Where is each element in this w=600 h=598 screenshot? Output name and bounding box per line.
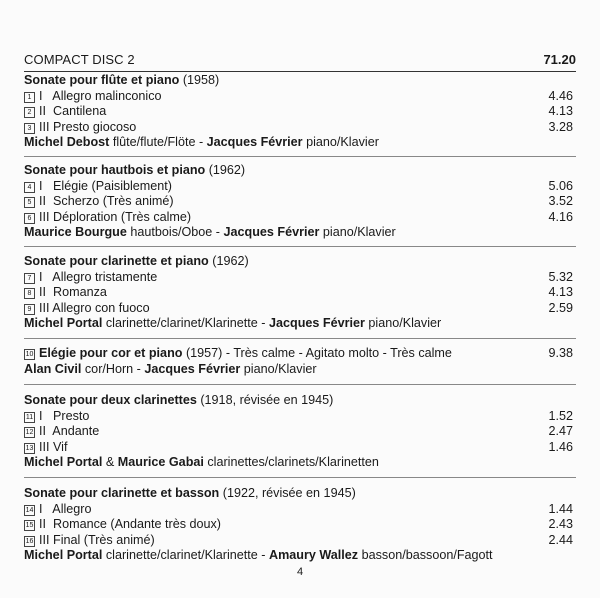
track-movement: I Allegro bbox=[39, 501, 92, 516]
track-row[interactable] bbox=[24, 210, 576, 226]
track-movement: II Cantilena bbox=[39, 104, 107, 119]
performer-name: Jacques Février bbox=[268, 316, 365, 331]
track-number-box: 12 bbox=[25, 429, 34, 437]
track-row[interactable] bbox=[24, 285, 576, 301]
work-title-line bbox=[24, 73, 576, 89]
track-duration: 3.28 bbox=[548, 119, 573, 134]
track-duration: 2.43 bbox=[548, 517, 573, 532]
performer-role: piano/Klavier bbox=[302, 135, 379, 150]
work-title: Elégie pour cor et piano bbox=[39, 346, 183, 360]
work-year: (1962) bbox=[205, 163, 246, 177]
work-clarinet-sonata bbox=[24, 254, 576, 332]
track-number-box: 9 bbox=[24, 304, 35, 315]
track-duration: 4.16 bbox=[548, 209, 573, 224]
track-row[interactable] bbox=[24, 179, 576, 195]
work-flute-sonata bbox=[24, 73, 576, 151]
work-year: (1958) bbox=[179, 73, 220, 87]
performer-name: Jacques Février bbox=[144, 361, 241, 376]
work-clarinet-bassoon-sonata bbox=[24, 486, 576, 564]
performer-role: cor/Horn - bbox=[81, 361, 145, 376]
track-duration: 9.38 bbox=[548, 346, 573, 360]
section-divider bbox=[24, 246, 576, 247]
track-movement: III Final (Très animé) bbox=[39, 532, 155, 547]
performer-name: Jacques Février bbox=[206, 135, 303, 150]
performers-line bbox=[24, 548, 576, 564]
performer-name: Michel Debost bbox=[24, 135, 110, 150]
performer-role: clarinettes/clarinets/Klarinetten bbox=[203, 455, 379, 470]
track-number-box: 2 bbox=[24, 107, 35, 118]
work-title-line bbox=[24, 486, 576, 502]
track-duration: 2.59 bbox=[548, 300, 573, 315]
work-oboe-sonata bbox=[24, 163, 576, 241]
performer-name: Maurice Bourgue bbox=[24, 225, 127, 240]
track-movement: II Romanza bbox=[39, 285, 107, 300]
performer-name: Michel Portal bbox=[24, 455, 103, 470]
track-duration: 2.47 bbox=[548, 424, 573, 439]
track-movement: III Vif bbox=[39, 439, 68, 454]
track-movement: II Andante bbox=[39, 424, 100, 439]
track-number-box: 10 bbox=[25, 351, 34, 358]
track-row[interactable] bbox=[24, 270, 576, 286]
track-movement: I Allegro malinconico bbox=[39, 88, 162, 103]
work-year: (1962) bbox=[208, 254, 249, 268]
track-movement: III Presto giocoso bbox=[39, 119, 137, 134]
track-number-box: 15 bbox=[25, 522, 34, 530]
work-title: Sonate pour deux clarinettes bbox=[24, 393, 197, 407]
performer-name: Amaury Wallez bbox=[268, 548, 359, 563]
track-row[interactable] bbox=[24, 409, 576, 425]
track-row[interactable] bbox=[24, 533, 576, 549]
performer-role: piano/Klavier bbox=[319, 225, 396, 240]
track-duration: 5.32 bbox=[548, 269, 573, 284]
track-row[interactable] bbox=[24, 301, 576, 317]
track-row[interactable] bbox=[24, 194, 576, 210]
track-row[interactable] bbox=[24, 424, 576, 440]
performers-line bbox=[24, 135, 576, 151]
performers-line bbox=[24, 455, 576, 471]
work-title: Sonate pour hautbois et piano bbox=[24, 163, 206, 177]
performers-line bbox=[24, 362, 576, 378]
performer-role: clarinette/clarinet/Klarinette - bbox=[102, 316, 269, 331]
disc-header bbox=[24, 52, 576, 70]
work-title-line bbox=[24, 393, 576, 409]
track-movement: III Allegro con fuoco bbox=[39, 300, 150, 315]
performers-line bbox=[24, 316, 576, 332]
track-duration: 4.13 bbox=[548, 285, 573, 300]
page-number: 4 bbox=[296, 566, 304, 578]
track-row[interactable] bbox=[24, 120, 576, 136]
performer-role: piano/Klavier bbox=[240, 361, 317, 376]
track-movement: II Scherzo (Très animé) bbox=[39, 194, 174, 209]
track-number-box: 13 bbox=[25, 444, 34, 452]
track-row[interactable] bbox=[24, 440, 576, 456]
performer-role: basson/bassoon/Fagott bbox=[358, 548, 493, 563]
track-duration: 4.13 bbox=[548, 104, 573, 119]
performer-name: Michel Portal bbox=[24, 548, 103, 563]
work-year: (1918, révisée en 1945) bbox=[196, 393, 334, 407]
work-title-line bbox=[24, 254, 576, 270]
performer-name: Maurice Gabai bbox=[117, 455, 204, 470]
track-movement: III Déploration (Très calme) bbox=[39, 209, 192, 224]
header-rule bbox=[24, 71, 576, 72]
work-details: (1957) - Très calme - Agitato molto - Très calme bbox=[182, 346, 452, 360]
performer-role: clarinette/clarinet/Klarinette - bbox=[102, 548, 269, 563]
work-title: Sonate pour flûte et piano bbox=[24, 73, 180, 87]
track-number-box: 5 bbox=[24, 197, 35, 208]
work-title: Sonate pour clarinette et piano bbox=[24, 254, 209, 268]
work-title: Sonate pour clarinette et basson bbox=[24, 486, 220, 500]
track-number-box: 4 bbox=[24, 182, 35, 193]
track-row[interactable] bbox=[24, 104, 576, 120]
track-number-box: 8 bbox=[24, 288, 35, 299]
track-duration: 1.44 bbox=[548, 501, 573, 516]
performer-role: & bbox=[102, 455, 118, 470]
section-divider bbox=[24, 384, 576, 385]
track-duration: 5.06 bbox=[548, 178, 573, 193]
track-number-box: 16 bbox=[25, 537, 34, 545]
disc-title: COMPACT DISC 2 bbox=[24, 52, 135, 67]
performer-role: piano/Klavier bbox=[364, 316, 442, 331]
track-row[interactable] bbox=[24, 89, 576, 105]
track-duration: 2.44 bbox=[548, 532, 573, 547]
section-divider bbox=[24, 338, 576, 339]
work-horn-elegie bbox=[24, 346, 576, 377]
track-duration: 1.46 bbox=[548, 439, 573, 454]
performers-line bbox=[24, 225, 576, 241]
track-number-box: 14 bbox=[25, 506, 34, 514]
performer-name: Alan Civil bbox=[24, 361, 82, 376]
track-duration: 4.46 bbox=[548, 88, 573, 103]
section-divider bbox=[24, 156, 576, 157]
track-number-box: 11 bbox=[25, 413, 34, 421]
performer-name: Jacques Février bbox=[223, 225, 320, 240]
work-two-clarinets-sonata bbox=[24, 393, 576, 471]
track-duration: 1.52 bbox=[548, 408, 573, 423]
disc-duration: 71.20 bbox=[543, 52, 576, 67]
track-row[interactable] bbox=[24, 502, 576, 518]
track-movement: II Romance (Andante très doux) bbox=[39, 517, 222, 532]
work-year: (1922, révisée en 1945) bbox=[219, 486, 356, 500]
track-duration: 3.52 bbox=[548, 194, 573, 209]
work-title-line bbox=[24, 163, 576, 179]
track-movement: I Presto bbox=[39, 408, 90, 423]
track-row[interactable] bbox=[24, 346, 576, 362]
track-row[interactable] bbox=[24, 517, 576, 533]
track-movement: I Elégie (Paisiblement) bbox=[39, 178, 172, 193]
track-number-box: 3 bbox=[24, 123, 35, 134]
section-divider bbox=[24, 477, 576, 478]
performer-role: flûte/flute/Flöte - bbox=[109, 135, 207, 150]
track-number-box: 7 bbox=[24, 273, 35, 284]
track-movement: I Allegro tristamente bbox=[39, 269, 158, 284]
track-number-box: 1 bbox=[24, 92, 35, 103]
track-number-box: 6 bbox=[24, 213, 35, 224]
performer-role: hautbois/Oboe - bbox=[126, 225, 224, 240]
performer-name: Michel Portal bbox=[24, 316, 103, 331]
